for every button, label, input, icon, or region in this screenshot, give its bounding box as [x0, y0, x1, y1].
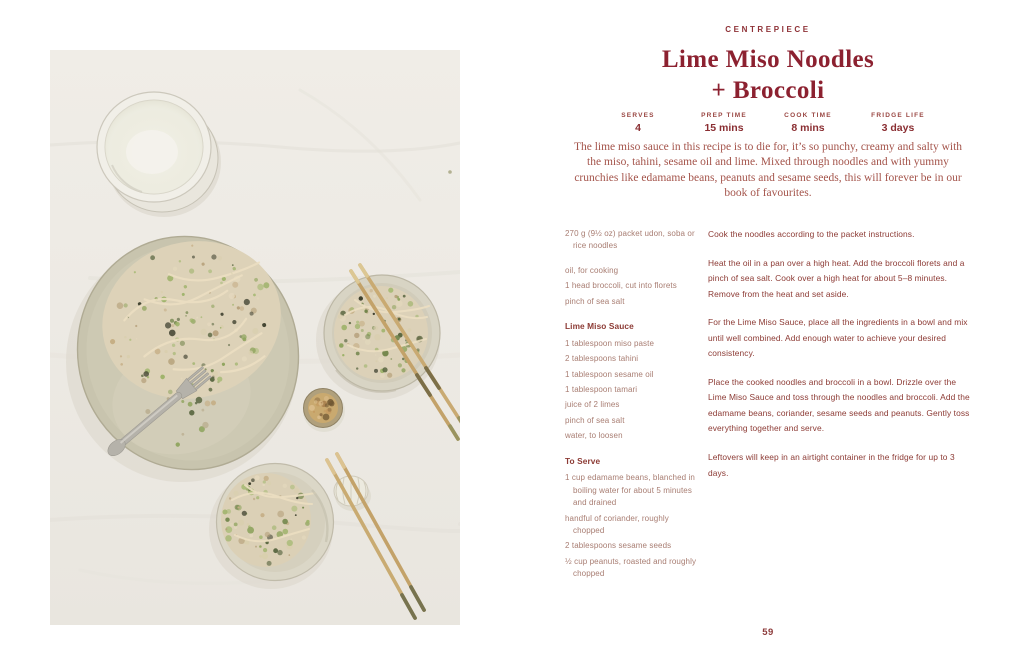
- ingredients-column: [565, 228, 697, 593]
- ingredient-item: handful of coriander, roughly chopped: [565, 513, 669, 535]
- stat-serves: [621, 112, 654, 134]
- ingredient-item: 1 tablespoon miso paste: [565, 338, 655, 348]
- category-header: CENTREPIECE: [725, 25, 811, 34]
- stat-cook-time: [784, 112, 832, 134]
- method-step: Cook the noodles according to the packet instructions.: [708, 229, 915, 239]
- ingredient-item: juice of 2 limes: [565, 400, 620, 410]
- ingredient-item: water, to loosen: [565, 431, 623, 441]
- stat-value: 15 mins: [704, 122, 744, 134]
- ingredient-group-noodles: [565, 228, 697, 253]
- stat-label: PREP TIME: [701, 112, 747, 119]
- ingredient-item: 1 head broccoli, cut into florets: [565, 281, 677, 291]
- recipe-photo-illustration: [50, 50, 460, 625]
- stat-fridge-life: [871, 112, 925, 134]
- method-step: For the Lime Miso Sauce, place all the ingredients in a bowl and mix until well combined. Add enough water to achieve your desired consistency.: [708, 317, 968, 359]
- ingredient-group-lime-miso-sauce: [565, 320, 697, 443]
- stat-prep-time: [701, 112, 747, 134]
- recipe-title-line1: Lime Miso Noodles: [661, 46, 875, 73]
- recipe-title: [512, 44, 1024, 106]
- ingredient-item: 1 tablespoon tamari: [565, 384, 638, 394]
- stat-label: COOK TIME: [784, 112, 832, 119]
- method-step: Place the cooked noodles and broccoli in a bowl. Drizzle over the Lime Miso Sauce and toss through the noodles and broccoli. Add the edamame beans, coriander, sesame seeds and peanuts. Gently toss everything together and serve.: [708, 376, 970, 434]
- ingredient-item: 1 tablespoon sesame oil: [565, 369, 654, 379]
- ingredient-item: pinch of sea salt: [565, 415, 625, 425]
- stat-value: 8 mins: [791, 122, 825, 134]
- crumb: [448, 170, 452, 174]
- method-step: Heat the oil in a pan over a high heat. Add the broccoli florets and a pinch of sea salt. Cook over a high heat for about 5–8 minutes. Remove from the heat and set aside.: [708, 257, 965, 299]
- ingredient-group-to-serve: [565, 455, 697, 581]
- noodle-bowl-bottom: [217, 464, 334, 581]
- ingredient-item: pinch of sea salt: [565, 296, 625, 306]
- page-number: 59: [762, 627, 774, 638]
- ingredient-group-heading: To Serve: [565, 455, 601, 466]
- ingredient-item: ½ cup peanuts, roasted and roughly chopped: [565, 556, 697, 579]
- ingredient-item: 270 g (9½ oz) packet udon, soba or rice noodles: [565, 229, 695, 251]
- ingredient-item: 2 tablespoons sesame seeds: [565, 541, 672, 551]
- stat-value: 3 days: [881, 122, 915, 134]
- right-page: [512, 0, 1024, 665]
- noodle-bowl-right: [324, 275, 440, 392]
- recipe-title-line2: + Broccoli: [711, 77, 825, 104]
- ingredient-item: oil, for cooking: [565, 265, 619, 275]
- ingredient-item: 2 tablespoons tahini: [565, 354, 639, 364]
- method-column: [708, 227, 970, 494]
- stat-label: SERVES: [621, 112, 655, 119]
- recipe-photo: [50, 50, 460, 625]
- stat-label: FRIDGE LIFE: [871, 112, 925, 119]
- method-step: Leftovers will keep in an airtight container in the fridge for up to 3 days.: [708, 452, 955, 478]
- stat-value: 4: [635, 122, 641, 134]
- recipe-intro: The lime miso sauce in this recipe is to die for, it’s so punchy, creamy and salty with the miso, tahini, sesame oil and lime. Mixed through noodles and with yummy crunchies like edamame beans, peanuts and sesame seeds, this will forever be in our book of favourites.: [573, 141, 963, 200]
- ingredient-item: 1 cup edamame beans, blanched in boiling water for about 5 minutes and drained: [565, 473, 695, 508]
- ingredient-group-base: [565, 265, 697, 308]
- ingredient-group-heading: Lime Miso Sauce: [565, 320, 634, 331]
